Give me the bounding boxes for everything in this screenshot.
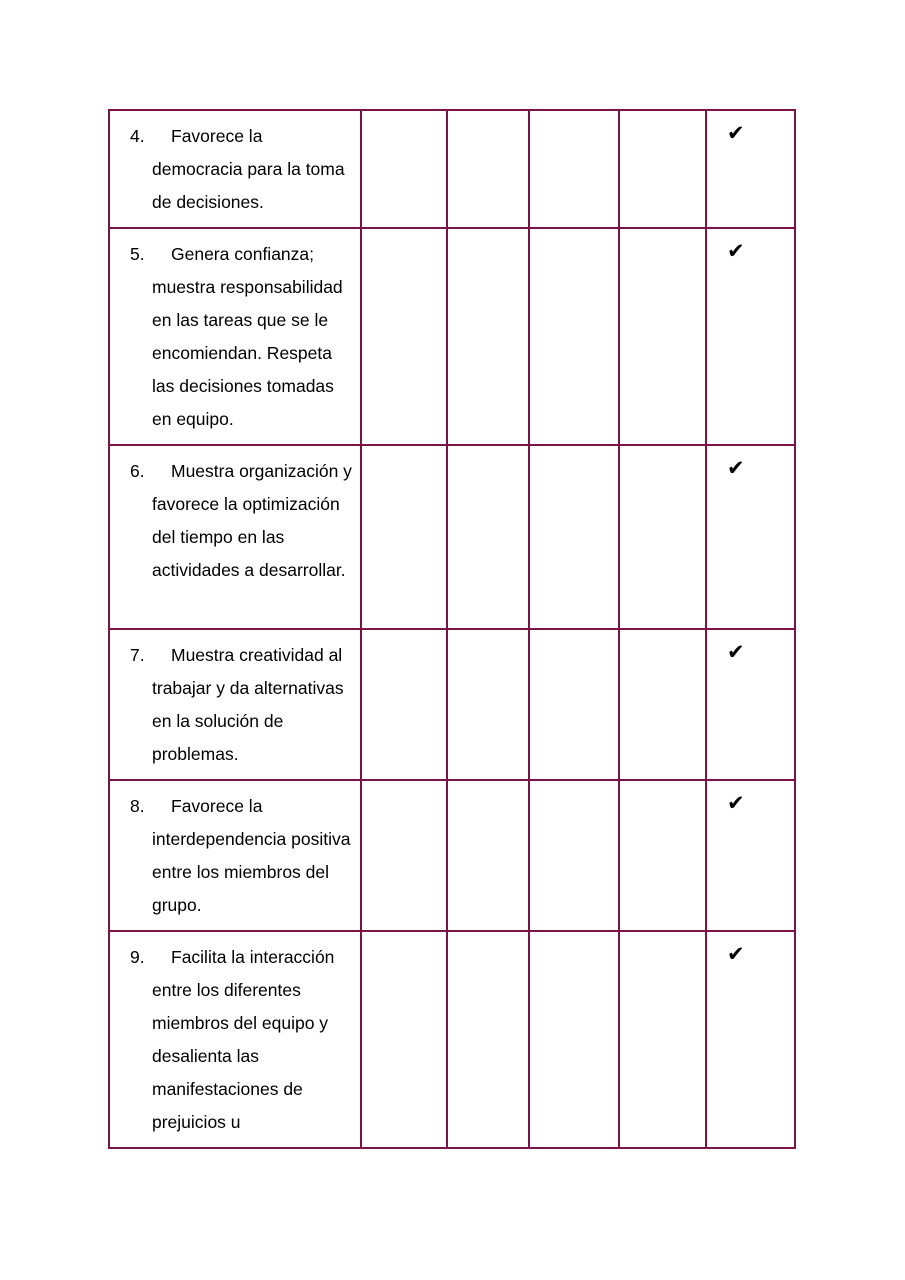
rating-cell [619, 629, 706, 780]
rating-cell-checked [706, 228, 795, 445]
criterion-description: Muestra creatividad al trabajar y da alternativas en la solución de problemas. [152, 645, 344, 764]
rating-cell [447, 228, 529, 445]
criterion-cell [109, 931, 361, 1148]
criterion-cell [109, 110, 361, 228]
table-row [109, 228, 795, 445]
checkmark-icon: ✔ [727, 791, 745, 815]
criterion-description: Favorece la democracia para la toma de decisiones. [152, 126, 345, 212]
rating-cell [447, 110, 529, 228]
criterion-text [130, 790, 352, 922]
rating-cell [529, 780, 619, 931]
rating-cell [361, 445, 447, 629]
rating-cell [447, 629, 529, 780]
checkmark-icon: ✔ [727, 640, 745, 664]
rating-cell [361, 228, 447, 445]
criterion-cell [109, 629, 361, 780]
rating-cell-checked [706, 931, 795, 1148]
rating-cell [529, 629, 619, 780]
criterion-text [130, 639, 352, 771]
rating-cell [619, 445, 706, 629]
checkmark-icon: ✔ [727, 121, 745, 145]
rating-cell [361, 931, 447, 1148]
criterion-number: 6. [130, 461, 145, 481]
rating-cell [619, 931, 706, 1148]
criterion-number: 8. [130, 796, 145, 816]
rubric-table [108, 109, 796, 1149]
rating-cell [619, 780, 706, 931]
table-row [109, 110, 795, 228]
criterion-number: 7. [130, 645, 145, 665]
rating-cell [447, 780, 529, 931]
rating-cell [619, 228, 706, 445]
criterion-cell [109, 228, 361, 445]
rating-cell [447, 445, 529, 629]
rating-cell [361, 629, 447, 780]
criterion-number: 9. [130, 947, 145, 967]
table-row [109, 931, 795, 1148]
criterion-number: 4. [130, 126, 145, 146]
rating-cell-checked [706, 445, 795, 629]
criterion-description: Muestra organización y favorece la optimización del tiempo en las actividades a desarrollar. [152, 461, 352, 580]
criterion-description: Facilita la interacción entre los diferentes miembros del equipo y desalienta las manifestaciones de prejuicios u [152, 947, 335, 1132]
criterion-cell [109, 445, 361, 629]
rating-cell-checked [706, 629, 795, 780]
rating-cell [529, 110, 619, 228]
checkmark-icon: ✔ [727, 456, 745, 480]
criterion-number: 5. [130, 244, 145, 264]
criterion-text [130, 238, 352, 436]
criterion-text [130, 941, 352, 1139]
rating-cell [529, 445, 619, 629]
criterion-cell [109, 780, 361, 931]
table-row [109, 445, 795, 629]
rating-cell [529, 228, 619, 445]
criterion-text [130, 120, 352, 219]
rating-cell [529, 931, 619, 1148]
checkmark-icon: ✔ [727, 942, 745, 966]
rating-cell [361, 780, 447, 931]
rating-cell-checked [706, 780, 795, 931]
checkmark-icon: ✔ [727, 239, 745, 263]
table-row [109, 629, 795, 780]
criterion-text [130, 455, 352, 587]
rating-cell [619, 110, 706, 228]
criterion-description: Genera confianza; muestra responsabilidad en las tareas que se le encomiendan. Respeta las decisiones tomadas en equipo. [152, 244, 343, 429]
table-row [109, 780, 795, 931]
rating-cell-checked [706, 110, 795, 228]
rating-cell [447, 931, 529, 1148]
criterion-description: Favorece la interdependencia positiva entre los miembros del grupo. [152, 796, 351, 915]
rating-cell [361, 110, 447, 228]
